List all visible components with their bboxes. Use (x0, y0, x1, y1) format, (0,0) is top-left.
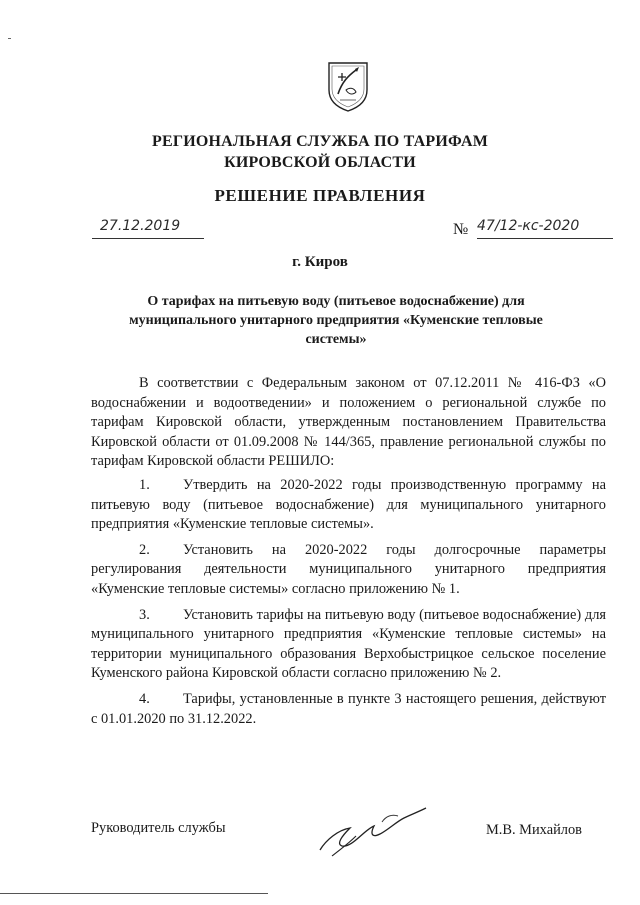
scan-mark (8, 38, 11, 39)
item-number: 2. (139, 541, 150, 558)
subject-line-1: О тарифах на питьевую воду (питьевое водоснабжение) для (147, 294, 525, 309)
document-subject (120, 292, 552, 349)
signatory-title: Руководитель службы (91, 820, 226, 836)
item-text: Установить на 2020-2022 годы долгосрочные параметры регулирования деятельности муниципального унитарного предприятия «Куменские тепловые системы» согласно приложению № 1. (91, 541, 606, 597)
document-body (91, 374, 606, 735)
subject-line-3: системы» (305, 332, 367, 347)
number-sign: № (453, 221, 469, 238)
footer-divider (0, 893, 268, 894)
decision-item (91, 606, 606, 684)
number-field (477, 218, 613, 239)
number-value: 47/12-кс-2020 (477, 218, 580, 234)
item-text: Установить тарифы на питьевую воду (питьевое водоснабжение) для муниципального унитарного предприятия «Куменские тепловые системы» на территории муниципального образования Верхобыстрицкое сельское поселение Куменского района Кировской области согласно приложению № 2. (91, 606, 606, 682)
item-number: 3. (139, 606, 150, 623)
item-number: 4. (139, 690, 150, 707)
document-type: РЕШЕНИЕ ПРАВЛЕНИЯ (214, 186, 426, 205)
decision-item (91, 476, 606, 535)
date-field (92, 218, 204, 239)
decision-item (91, 690, 606, 729)
agency-line-2: КИРОВСКОЙ ОБЛАСТИ (224, 154, 416, 171)
signature-icon (312, 800, 432, 862)
item-number: 1. (139, 476, 150, 493)
subject-line-2: муниципального унитарного предприятия «Куменские тепловые (129, 313, 543, 328)
item-text: Тарифы, установленные в пункте 3 настоящего решения, действуют с 01.01.2020 по 31.12.2022. (91, 690, 606, 727)
decision-item (91, 541, 606, 600)
agency-line-1: РЕГИОНАЛЬНАЯ СЛУЖБА ПО ТАРИФАМ (151, 133, 489, 150)
intro-paragraph: В соответствии с Федеральным законом от 07.12.2011 № 416-ФЗ «О водоснабжении и водоотведении» и положением о региональной службе по тарифам Кировской области, утвержденным постановлением Правительства Кировской области от 01.09.2008 № 144/365, правление региональной службы по тарифам Кировской области РЕШИЛО: (91, 375, 606, 470)
item-text: Утвердить на 2020-2022 годы производственную программу на питьевую воду (питьевое водоснабжение) для муниципального унитарного предприятия «Куменские тепловые системы». (91, 476, 606, 533)
agency-name (0, 131, 640, 173)
signatory-name: М.В. Михайлов (486, 822, 582, 838)
coat-of-arms-icon (326, 60, 370, 112)
date-value: 27.12.2019 (100, 218, 181, 234)
city: г. Киров (292, 254, 348, 270)
